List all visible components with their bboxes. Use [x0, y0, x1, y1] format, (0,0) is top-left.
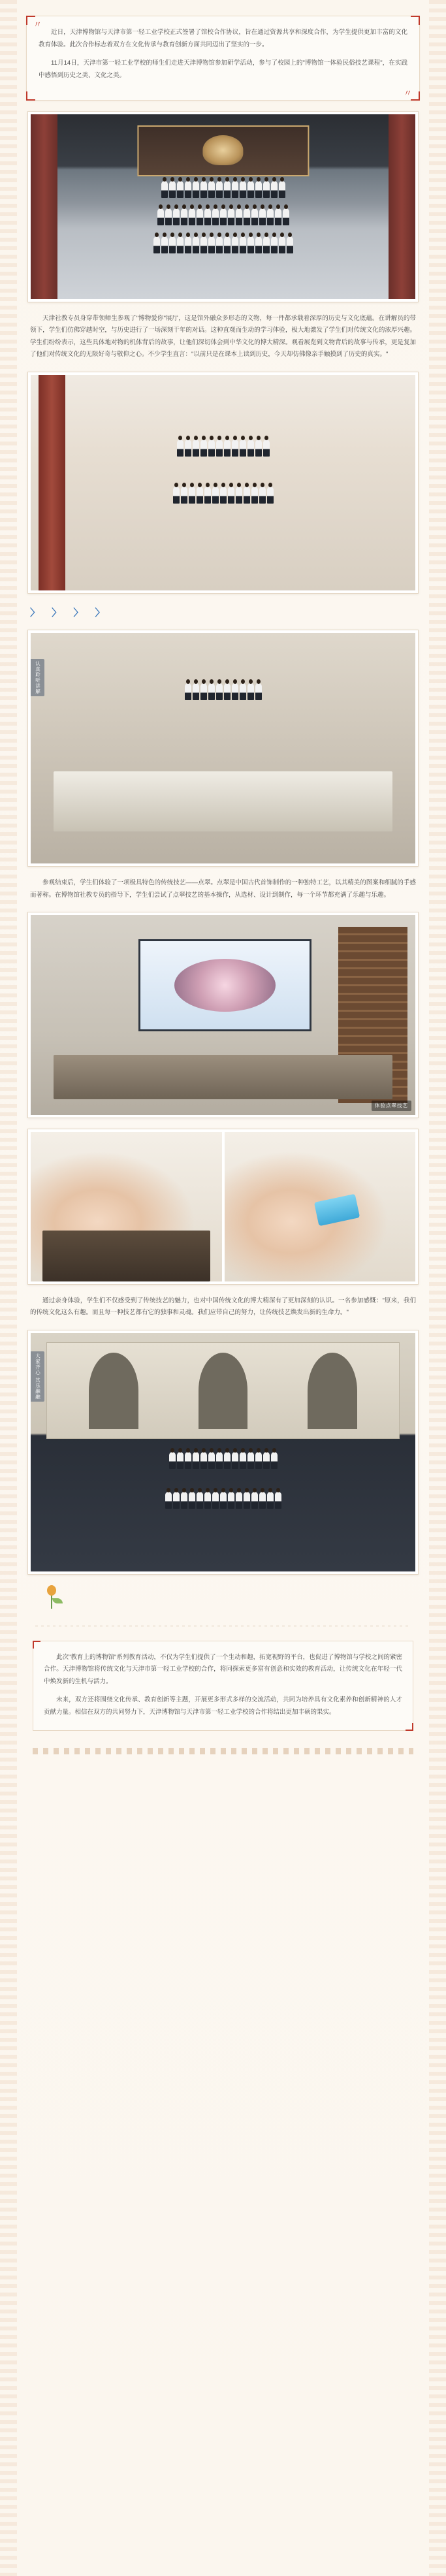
photo-classroom-lecture	[27, 912, 419, 1118]
photo-group-outside-caption: 大家齐心 其乐融融	[31, 1351, 44, 1402]
photo-classroom-lecture-image	[31, 915, 415, 1115]
photo-choir-hall-image	[31, 114, 415, 299]
photo-handcraft-left-image	[31, 1132, 222, 1281]
photo-classroom-lecture-caption: 体验点翠技艺	[372, 1101, 411, 1112]
photo-showcase-explain	[27, 630, 419, 867]
quote-close-mark: 〃	[403, 88, 413, 99]
photo-handcraft-right-image	[225, 1132, 416, 1281]
section-3-text	[30, 1295, 416, 1319]
photo-group-outside	[27, 1330, 419, 1575]
section-3-paragraph-1: 通过亲身体验，学生们不仅感受到了传统技艺的魅力，也对中国传统文化的博大精深有了更加深刻的认识。一名参加感慨："原来，我们的传统文化这么有趣。而且每一种技艺都有它的独事和灵魂。我们应带自己的努力，让传统技艺焕发出新的生命力。"	[30, 1296, 416, 1317]
flower-leaf-icon	[52, 1598, 63, 1603]
intro-block	[26, 16, 420, 101]
arrow-divider: 〉 〉 〉 〉	[30, 607, 110, 619]
flower-ornament	[40, 1585, 422, 1611]
intro-paragraph-1: 近日，天津博物馆与天津市第一轻工业学校正式签署了馆校合作协议，旨在通过资源共享和深度合作，为学生提供更加丰富的文化教育体验。此次合作标志着双方在文化传承与教育创新方面共同迈出了坚实的一步。	[39, 29, 407, 48]
corner-ornament-bottom-left	[26, 91, 35, 101]
intro-paragraph-2: 11月14日，天津市第一轻工业学校的师生们走进天津博物馆参加研学活动，参与了校园上的"博物馆一体验民俗技艺课程"，在实践中感悟到历史之美、文化之美。	[39, 59, 407, 79]
photo-showcase-explain-image	[31, 633, 415, 863]
flower-bud-icon	[47, 1585, 56, 1596]
photo-handcraft-pair	[27, 1129, 419, 1284]
quote-open-mark: 〃	[33, 20, 43, 29]
photo-showcase-explain-caption: 认真聆听讲解	[31, 659, 44, 696]
photo-exhibition-tour	[27, 372, 419, 594]
section-2-paragraph-1: 参观结束后，学生们体验了一项极具特色的传统技艺——点翠。点翠是中国古代首饰制作的一种独特工艺，以其精美的图案和细腻的手感而著称。在博物馆社教专员的指导下，学生们尝试了点翠技艺的基本操作，从选材、设计到制作，每一个环节都充满了乐趣与乐趣。	[30, 879, 416, 899]
left-edge-ornament	[0, 0, 17, 2576]
section-1-paragraph-1: 天津社教专员身穿带领师生参观了"博物爱你"展厅，这是馆外融众多形态的文物，每一件都承载着深厚的历史与文化底蕴。在讲解员的带领下，学生们仿佛穿越时空，与历史进行了一场深刻干年的对话。这种直观而生动的学习体验，极大地激发了学生们对传统文化的浓厚兴趣。学生们纷纷表示，这些具体地对物的机体背后的故事，让他们深切体会到中华文化的博大精深。观看展览到文物背后的故事与传承，更是复加了他们对传统文化的无限好奇与敬仰之心。不少学生直言："以前只是在课本上读到历史，今天却仿佛像亲手触摸到了历史的真实。"	[30, 314, 416, 359]
section-1-text	[30, 313, 416, 361]
right-edge-ornament	[429, 0, 446, 2576]
footer-ornament	[33, 1748, 413, 1754]
section-2-text	[30, 877, 416, 901]
photo-group-outside-image	[31, 1333, 415, 1571]
corner-ornament-top-right	[411, 16, 420, 25]
photo-exhibition-tour-image	[31, 375, 415, 590]
closing-paragraph-1: 此次"教育上的博物馆"系列教育活动，不仅为学生们提供了一个生动和趣，拓宽视野的平台，也促进了博物馆与学校之间的紧密合作。天津博物馆将传统文化与天津市第一轻工业学校的合作，将同探索更多富有创意和实效的教育活动，让传统文化在年轻一代中焕发新的生机与活力。	[44, 1653, 402, 1685]
article-inner	[17, 0, 429, 1754]
closing-block	[33, 1641, 413, 1731]
photo-choir-hall	[27, 111, 419, 302]
closing-paragraph-2: 未来，双方还将围绕文化传承、教育创新等主题，开展更多形式多样的交流活动，共同为培养具有文化素养和创新精神的人才贡献力量。相信在双方的共同努力下，天津博物馆与天津市第一轻工业学校的合作将结出更加丰硕的果实。	[44, 1696, 402, 1716]
